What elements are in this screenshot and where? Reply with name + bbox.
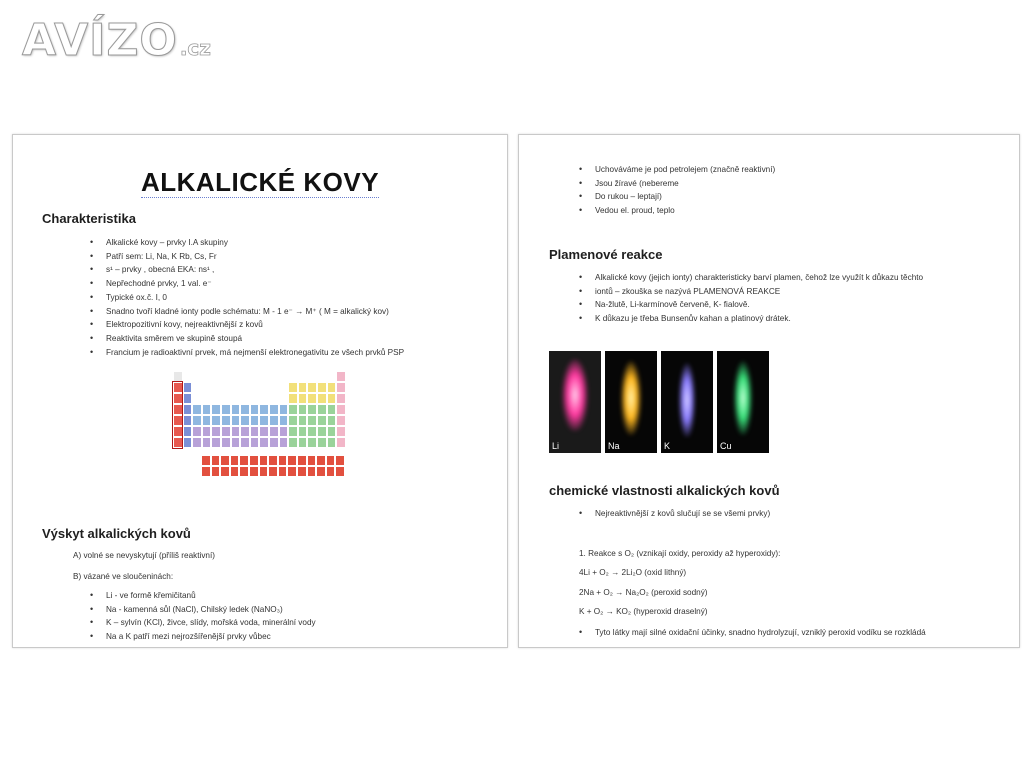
list-item: • Li - ve formě křemičitanů (88, 589, 316, 603)
list-item: • Typické ox.č. I, 0 (88, 291, 404, 305)
flame-label: Cu (720, 441, 732, 451)
periodic-cell (269, 437, 279, 448)
document-page-right (518, 134, 1020, 648)
document-page-left (12, 134, 508, 648)
periodic-cell (288, 404, 298, 415)
periodic-cell (259, 466, 269, 477)
periodic-cell (211, 455, 221, 466)
periodic-cell (183, 393, 193, 404)
avizo-logo[interactable] (22, 15, 211, 66)
periodic-cell (211, 426, 221, 437)
periodic-cell (335, 455, 345, 466)
periodic-cell (268, 455, 278, 466)
periodic-cell (327, 404, 337, 415)
reaction-title: 1. Reakce s O₂ (vznikají oxidy, peroxidy až hyperoxidy): (579, 549, 781, 558)
periodic-cell (326, 466, 336, 477)
periodic-cell (307, 404, 317, 415)
periodic-cell (297, 466, 307, 477)
flame-glow (621, 361, 641, 435)
periodic-cell (259, 437, 269, 448)
periodic-cell (317, 415, 327, 426)
periodic-cell (183, 426, 193, 437)
flame-photo-li (549, 351, 601, 453)
flame-glow (562, 359, 588, 431)
periodic-cell (183, 404, 193, 415)
periodic-cell (259, 426, 269, 437)
flame-photo-cu (717, 351, 769, 453)
list-item: • Nepřechodné prvky, 1 val. e⁻ (88, 277, 404, 291)
periodic-cell (298, 415, 308, 426)
list-item: • Patří sem: Li, Na, K Rb, Cs, Fr (88, 250, 404, 264)
list-item: • Reaktivita směrem ve skupině stoupá (88, 332, 404, 346)
periodic-cell (239, 466, 249, 477)
equation-li: 4Li + O₂ → 2Li₂O (oxid lithný) (579, 568, 687, 577)
list-item: • K – sylvín (KCl), živce, slídy, mořská voda, minerální vody (88, 616, 316, 630)
periodic-cell (220, 455, 230, 466)
equation-k: K + O₂ → KO₂ (hyperoxid draselný) (579, 607, 708, 616)
periodic-cell (336, 415, 346, 426)
periodic-cell (307, 437, 317, 448)
periodic-cell (298, 393, 308, 404)
flame-label: Na (608, 441, 620, 451)
periodic-cell (287, 466, 297, 477)
occurrence-list (88, 589, 316, 644)
periodic-cell (269, 415, 279, 426)
periodic-cell (288, 415, 298, 426)
periodic-cell (250, 437, 260, 448)
periodic-cell (287, 455, 297, 466)
flame-list (577, 271, 923, 326)
periodic-cell (231, 437, 241, 448)
heading-characteristics: Charakteristika (42, 211, 136, 226)
periodic-cell (279, 415, 289, 426)
periodic-cell (307, 466, 317, 477)
logo-text: AVÍZO (22, 15, 178, 66)
periodic-cell (316, 455, 326, 466)
periodic-cell (239, 455, 249, 466)
periodic-cell (183, 415, 193, 426)
periodic-cell (327, 382, 337, 393)
periodic-cell (231, 415, 241, 426)
periodic-cell (307, 393, 317, 404)
periodic-cell (220, 466, 230, 477)
periodic-cell (278, 466, 288, 477)
periodic-cell (249, 455, 259, 466)
document-title: ALKALICKÉ KOVY (140, 167, 380, 197)
periodic-cell (259, 455, 269, 466)
characteristics-list (88, 236, 404, 359)
periodic-cell (183, 437, 193, 448)
periodic-cell (297, 455, 307, 466)
periodic-cell (307, 382, 317, 393)
heading-chemical-properties: chemické vlastnosti alkalických kovů (549, 483, 780, 498)
periodic-cell (317, 437, 327, 448)
occurrence-bound: B) vázané ve sloučeninách: (73, 572, 174, 581)
periodic-cell (269, 404, 279, 415)
periodic-cell (240, 426, 250, 437)
periodic-cell (327, 426, 337, 437)
periodic-cell (192, 415, 202, 426)
flame-photo-na (605, 351, 657, 453)
periodic-cell (317, 382, 327, 393)
periodic-cell (211, 466, 221, 477)
periodic-cell (211, 415, 221, 426)
periodic-cell (250, 426, 260, 437)
periodic-cell (307, 455, 317, 466)
flame-photo-k (661, 351, 713, 453)
periodic-cell (317, 404, 327, 415)
periodic-cell (202, 415, 212, 426)
list-item: • Nejreaktivnější z kovů slučují se se všemi prvky) (577, 507, 770, 521)
periodic-cell (298, 404, 308, 415)
periodic-cell (298, 426, 308, 437)
periodic-cell (298, 382, 308, 393)
periodic-cell (288, 382, 298, 393)
flame-glow (679, 363, 695, 437)
periodic-cell (192, 404, 202, 415)
periodic-cell (298, 437, 308, 448)
heading-occurrence: Výskyt alkalických kovů (42, 526, 191, 541)
periodic-cell (240, 404, 250, 415)
periodic-cell (279, 426, 289, 437)
periodic-cell (336, 426, 346, 437)
group1-highlight (172, 381, 183, 449)
list-item: • Elektropozitivní kovy, nejreaktivnější z kovů (88, 318, 404, 332)
list-item: • Na - kamenná sůl (NaCl), Chilský ledek (NaNO₃) (88, 603, 316, 617)
list-item: • iontů – zkouška se nazývá PLAMENOVÁ REAKCE (577, 285, 923, 299)
list-item: • Vedou el. proud, teplo (577, 204, 775, 218)
list-item: • Na-žlutě, Li-karmínově červeně, K- fialově. (577, 298, 923, 312)
flame-label: Li (552, 441, 560, 451)
periodic-cell (221, 404, 231, 415)
periodic-cell (183, 382, 193, 393)
periodic-cell (327, 415, 337, 426)
periodic-cell (317, 393, 327, 404)
periodic-cell (259, 415, 269, 426)
periodic-cell (336, 382, 346, 393)
list-item: • K důkazu je třeba Bunsenův kahan a platinový drátek. (577, 312, 923, 326)
list-item: • Tyto látky mají silné oxidační účinky, snadno hydrolyzují, vzniklý peroxid vodíku se rozkládá (577, 626, 926, 640)
list-item: • Jsou žíravé (nebereme (577, 177, 775, 191)
list-item: • s¹ – prvky , obecná EKA: ns¹ , (88, 263, 404, 277)
periodic-cell (288, 437, 298, 448)
periodic-cell (335, 466, 345, 477)
periodic-cell (336, 393, 346, 404)
periodic-cell (326, 455, 336, 466)
periodic-cell (202, 404, 212, 415)
list-item: • Do rukou – leptají) (577, 190, 775, 204)
flame-label: K (664, 441, 671, 451)
periodic-cell (316, 466, 326, 477)
periodic-cell (279, 404, 289, 415)
periodic-table-image (173, 371, 359, 495)
periodic-cell (221, 437, 231, 448)
list-item: • Na a K patří mezi nejrozšířenější prvky vůbec (88, 630, 316, 644)
list-item: • Alkalické kovy – prvky I.A skupiny (88, 236, 404, 250)
flame-photos (549, 351, 769, 453)
periodic-cell (230, 455, 240, 466)
oxidation-list (577, 626, 926, 640)
periodic-cell (307, 415, 317, 426)
periodic-cell (192, 426, 202, 437)
periodic-cell (221, 415, 231, 426)
periodic-cell (250, 415, 260, 426)
periodic-cell (327, 393, 337, 404)
periodic-cell (317, 426, 327, 437)
occurrence-free: A) volné se nevyskytují (příliš reaktivní) (73, 551, 215, 560)
periodic-cell (240, 437, 250, 448)
chemical-list (577, 507, 770, 521)
periodic-cell (268, 466, 278, 477)
periodic-cell (259, 404, 269, 415)
list-item: • Alkalické kovy (jejich ionty) charakteristicky barví plamen, čehož lze využít k důkazu těchto (577, 271, 923, 285)
list-item: • Uchováváme je pod petrolejem (značně reaktivní) (577, 163, 775, 177)
periodic-cell (211, 404, 221, 415)
periodic-cell (307, 426, 317, 437)
periodic-cell (288, 426, 298, 437)
periodic-cell (336, 371, 346, 382)
periodic-cell (249, 466, 259, 477)
periodic-cell (201, 455, 211, 466)
periodic-cell (250, 404, 260, 415)
periodic-cell (336, 404, 346, 415)
periodic-cell (336, 437, 346, 448)
periodic-cell (202, 437, 212, 448)
periodic-cell (278, 455, 288, 466)
periodic-cell (240, 415, 250, 426)
periodic-cell (192, 437, 202, 448)
periodic-cell (288, 393, 298, 404)
flame-glow (734, 361, 752, 435)
periodic-cell (221, 426, 231, 437)
logo-domain: .cz (179, 36, 211, 60)
periodic-cell (201, 466, 211, 477)
periodic-cell (327, 437, 337, 448)
heading-flame-reactions: Plamenové reakce (549, 247, 663, 262)
equation-na: 2Na + O₂ → Na₂O₂ (peroxid sodný) (579, 588, 708, 597)
periodic-cell (231, 404, 241, 415)
periodic-cell (230, 466, 240, 477)
periodic-cell (269, 426, 279, 437)
periodic-cell (231, 426, 241, 437)
periodic-cell (202, 426, 212, 437)
periodic-cell (211, 437, 221, 448)
periodic-cell (279, 437, 289, 448)
list-item: • Francium je radioaktivní prvek, má nejmenší elektronegativitu ze všech prvků PSP (88, 346, 404, 360)
properties-list (577, 163, 775, 218)
list-item: • Snadno tvoří kladné ionty podle schématu: M - 1 e⁻ → M⁺ ( M = alkalický kov) (88, 305, 404, 319)
